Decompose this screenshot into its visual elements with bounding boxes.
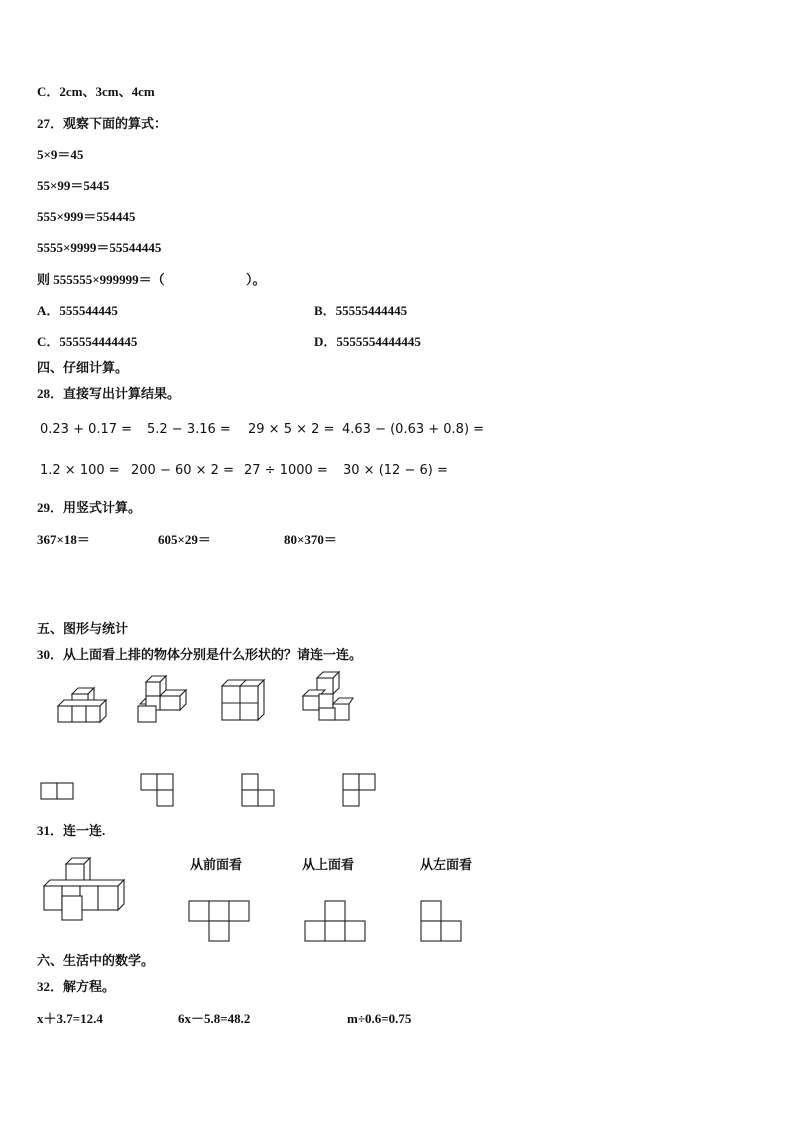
section-5-title: 五、图形与统计 (37, 621, 129, 636)
equation-2: 55×99＝5445 (37, 178, 110, 193)
question-27-stem: 27．观察下面的算式： (37, 116, 168, 131)
label-left-view: 从左面看 (420, 857, 473, 872)
calc-2: 5.2 − 3.16 = (147, 422, 231, 437)
question-27-prompt-close: ）。 (246, 272, 266, 287)
top-view-4 (342, 773, 378, 809)
option-a: A．555544445 (37, 303, 118, 318)
equation-3: 555×999＝554445 (37, 209, 136, 224)
question-30-stem: 30．从上面看上排的物体分别是什么形状的？请连一连。 (37, 647, 363, 662)
label-top-view: 从上面看 (302, 857, 355, 872)
option-c: C．555554444445 (37, 334, 138, 349)
question-31-stem: 31．连一连. (37, 823, 106, 838)
vertical-calc-1: 367×18＝ (37, 532, 90, 547)
vertical-calc-2: 605×29＝ (158, 532, 211, 547)
calc-3: 29 × 5 × 2 = (248, 422, 335, 437)
option-c-q26: C．2cm、3cm、4cm (37, 84, 155, 99)
calc-4: 4.63 − (0.63 + 0.8) = (342, 422, 485, 437)
equation-1: 5×9＝45 (37, 147, 84, 162)
calc-6: 200 − 60 × 2 = (131, 463, 234, 478)
top-view-2 (140, 773, 176, 809)
option-d: D．5555554444445 (314, 334, 421, 349)
equation-4: 5555×9999＝55544445 (37, 240, 162, 255)
calc-1: 0.23 + 0.17 = (40, 422, 133, 437)
calc-7: 27 ÷ 1000 = (244, 463, 328, 478)
equation-solve-3: m÷0.6=0.75 (347, 1011, 412, 1026)
section-4-title: 四、仔细计算。 (37, 360, 129, 375)
equation-solve-2: 6x－5.8=48.2 (178, 1011, 251, 1026)
question-27-prompt: 则 555555×999999＝（ (37, 272, 165, 287)
cube-object-1 (52, 686, 112, 726)
equation-solve-1: x＋3.7=12.4 (37, 1011, 103, 1026)
question-32-stem: 32．解方程。 (37, 979, 116, 994)
front-view-shape (188, 900, 252, 944)
cube-object-4 (299, 670, 359, 726)
vertical-calc-3: 80×370＝ (284, 532, 337, 547)
question-28-stem: 28．直接写出计算结果。 (37, 386, 181, 401)
question-29-stem: 29．用竖式计算。 (37, 500, 142, 515)
top-view-3 (241, 773, 277, 809)
cube-object-3 (218, 678, 268, 724)
top-view-1 (40, 782, 76, 802)
cube-object-2 (134, 676, 194, 728)
section-6-title: 六、生活中的数学。 (37, 953, 155, 968)
option-b: B．55555444445 (314, 303, 408, 318)
label-front-view: 从前面看 (190, 857, 243, 872)
top-view-shape (304, 900, 368, 944)
cube-structure (40, 858, 128, 924)
calc-8: 30 × (12 − 6) = (343, 463, 448, 478)
left-view-shape (420, 900, 464, 944)
calc-5: 1.2 × 100 = (40, 463, 120, 478)
